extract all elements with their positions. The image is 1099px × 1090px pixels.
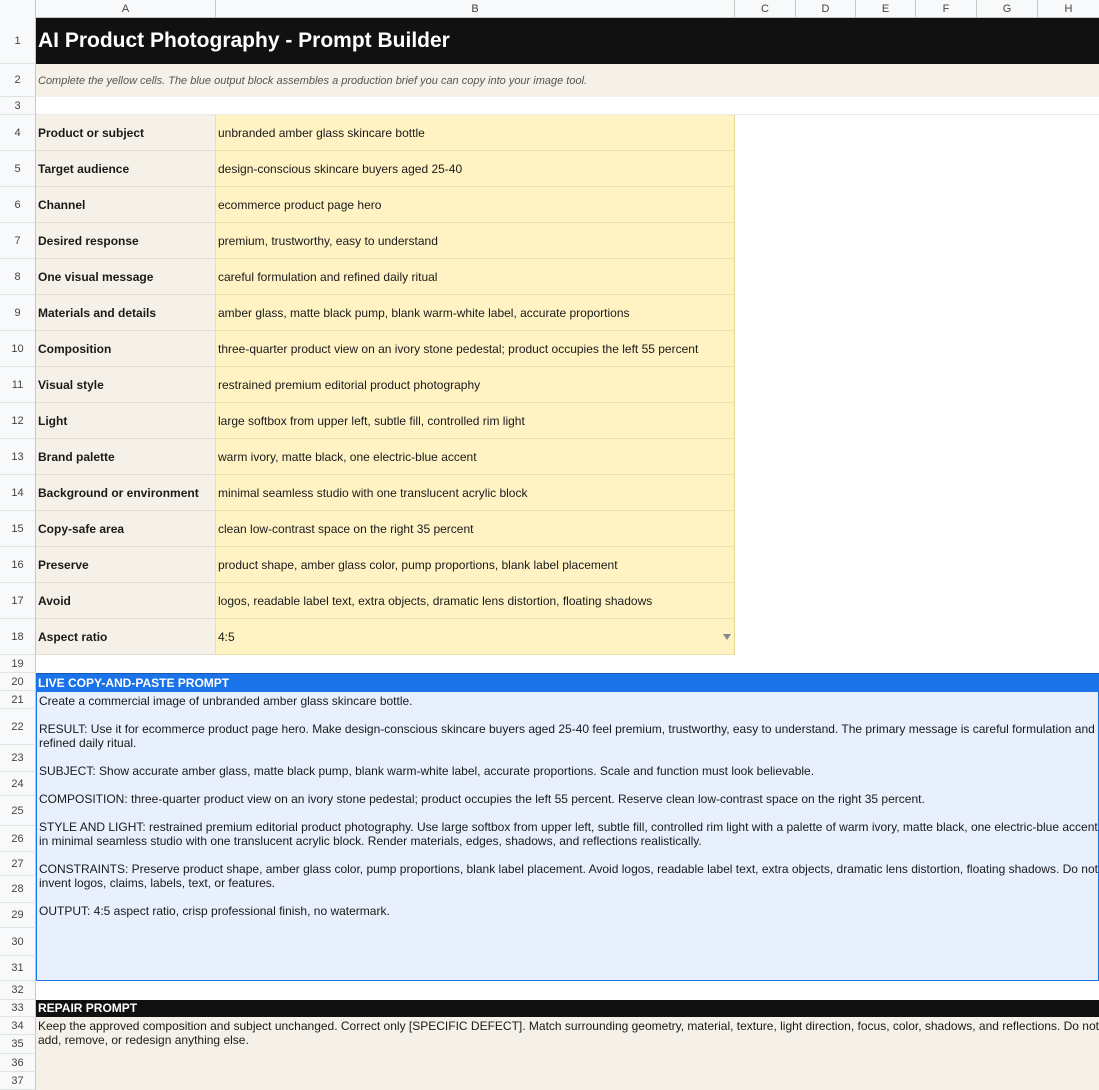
field-input[interactable]: restrained premium editorial product photography xyxy=(216,367,735,403)
page-title: AI Product Photography - Prompt Builder xyxy=(36,18,1099,64)
row-header[interactable]: 27 xyxy=(0,852,36,876)
field-label: One visual message xyxy=(36,259,216,295)
column-header-h[interactable]: H xyxy=(1064,3,1073,15)
row-header[interactable]: 37 xyxy=(0,1072,36,1090)
field-label: Target audience xyxy=(36,151,216,187)
row-header[interactable]: 35 xyxy=(0,1035,36,1054)
row-header[interactable]: 34 xyxy=(0,1017,36,1035)
field-input[interactable]: design-conscious skincare buyers aged 25-40 xyxy=(216,151,735,187)
column-header-f[interactable]: F xyxy=(916,0,977,18)
column-header-g[interactable]: G xyxy=(977,0,1038,18)
field-label: Avoid xyxy=(36,583,216,619)
row-header[interactable]: 36 xyxy=(0,1054,36,1072)
field-input[interactable]: warm ivory, matte black, one electric-blue accent xyxy=(216,439,735,475)
field-input[interactable]: unbranded amber glass skincare bottle xyxy=(216,115,735,151)
row-header[interactable]: 6 xyxy=(0,187,36,223)
aspect-ratio-dropdown[interactable] xyxy=(216,619,735,655)
repair-prompt-header: REPAIR PROMPT xyxy=(36,1000,1099,1017)
field-input[interactable]: product shape, amber glass color, pump proportions, blank label placement xyxy=(216,547,735,583)
live-prompt-header: LIVE COPY-AND-PASTE PROMPT xyxy=(36,673,1099,691)
row-header[interactable]: 14 xyxy=(0,475,36,511)
field-label: Visual style xyxy=(36,367,216,403)
row-header[interactable]: 33 xyxy=(0,1000,36,1017)
field-input[interactable]: ecommerce product page hero xyxy=(216,187,735,223)
row-header[interactable]: 10 xyxy=(0,331,36,367)
row-header[interactable]: 9 xyxy=(0,295,36,331)
row-header[interactable]: 30 xyxy=(0,928,36,956)
select-all-corner[interactable] xyxy=(0,0,36,18)
dropdown-arrow-icon[interactable] xyxy=(723,634,731,640)
field-input[interactable]: premium, trustworthy, easy to understand xyxy=(216,223,735,259)
row-header[interactable]: 26 xyxy=(0,826,36,852)
row-header[interactable]: 31 xyxy=(0,956,36,981)
field-label: Aspect ratio xyxy=(36,619,216,655)
field-input[interactable]: clean low-contrast space on the right 35 percent xyxy=(216,511,735,547)
row-header[interactable]: 2 xyxy=(0,64,36,97)
field-input[interactable]: large softbox from upper left, subtle fill, controlled rim light xyxy=(216,403,735,439)
field-input[interactable]: logos, readable label text, extra objects, dramatic lens distortion, floating shadows xyxy=(216,583,735,619)
repair-prompt-text[interactable]: Keep the approved composition and subject unchanged. Correct only [SPECIFIC DEFECT]. Match surrounding geometry, material, texture, light direction, focus, color, shadows, and reflections. Do not add, remove, or redesign anything else. xyxy=(36,1017,1099,1090)
field-label: Product or subject xyxy=(36,115,216,151)
field-label: Composition xyxy=(36,331,216,367)
field-label: Channel xyxy=(36,187,216,223)
column-header-a[interactable]: A xyxy=(36,0,216,18)
row-header[interactable]: 12 xyxy=(0,403,36,439)
row-header[interactable]: 15 xyxy=(0,511,36,547)
field-input[interactable]: amber glass, matte black pump, blank warm-white label, accurate proportions xyxy=(216,295,735,331)
field-input[interactable]: careful formulation and refined daily ritual xyxy=(216,259,735,295)
row-header[interactable]: 24 xyxy=(0,772,36,796)
field-label: Light xyxy=(36,403,216,439)
row-header[interactable]: 17 xyxy=(0,583,36,619)
instructions-text: Complete the yellow cells. The blue output block assembles a production brief you can copy into your image tool. xyxy=(36,64,1099,97)
field-label: Materials and details xyxy=(36,295,216,331)
row-header[interactable]: 7 xyxy=(0,223,36,259)
row-header[interactable]: 21 xyxy=(0,691,36,709)
row-header[interactable]: 5 xyxy=(0,151,36,187)
field-label: Brand palette xyxy=(36,439,216,475)
column-header-d[interactable]: D xyxy=(796,0,856,18)
column-header-bar xyxy=(0,0,1099,18)
row-header[interactable]: 19 xyxy=(0,655,36,673)
row-header[interactable]: 1 xyxy=(0,18,36,64)
row-header[interactable]: 23 xyxy=(0,745,36,772)
row-header[interactable]: 4 xyxy=(0,115,36,151)
column-header-c[interactable]: C xyxy=(735,0,796,18)
aspect-ratio-value: 4:5 xyxy=(218,629,235,644)
row-header[interactable]: 32 xyxy=(0,981,36,1000)
live-prompt-output[interactable]: Create a commercial image of unbranded amber glass skincare bottle. RESULT: Use it for ecommerce product page hero. Make design-conscious skincare buyers aged 25-40 feel premium, trustworthy, easy to understand. The primary message is careful formulation and refined daily ritual. SUBJECT: Show accurate amber glass, matte black pump, blank warm-white label, accurate proportions. Scale and function must look believable. COMPOSITION: three-quarter product view on an ivory stone pedestal; product occupies the left 55 percent. Reserve clean low-contrast space on the right 35 percent. STYLE AND LIGHT: restrained premium editorial product photography. Use large softbox from upper left, subtle fill, controlled rim light with a palette of warm ivory, matte black, one electric-blue accent in minimal seamless studio with one translucent acrylic block. Render materials, edges, shadows, and reflections realistically. CONSTRAINTS: Preserve product shape, amber glass color, pump proportions, blank label placement. Avoid logos, readable label text, extra objects, dramatic lens distortion, floating shadows. Do not invent logos, claims, labels, text, or features. OUTPUT: 4:5 aspect ratio, crisp professional finish, no watermark. xyxy=(36,691,1099,981)
field-label: Desired response xyxy=(36,223,216,259)
field-input[interactable]: three-quarter product view on an ivory stone pedestal; product occupies the left 55 percent xyxy=(216,331,735,367)
row-header[interactable]: 29 xyxy=(0,903,36,928)
row-header[interactable]: 22 xyxy=(0,709,36,745)
row-header[interactable]: 3 xyxy=(0,97,36,115)
column-header-e[interactable]: E xyxy=(856,0,916,18)
blank-row xyxy=(36,97,1099,115)
column-header-b[interactable]: B xyxy=(216,0,735,18)
row-header[interactable]: 13 xyxy=(0,439,36,475)
field-label: Preserve xyxy=(36,547,216,583)
field-label: Background or environment xyxy=(36,475,216,511)
field-label: Copy-safe area xyxy=(36,511,216,547)
field-input[interactable]: minimal seamless studio with one translucent acrylic block xyxy=(216,475,735,511)
row-header[interactable]: 20 xyxy=(0,673,36,691)
row-header[interactable]: 11 xyxy=(0,367,36,403)
row-header[interactable]: 16 xyxy=(0,547,36,583)
row-header[interactable]: 25 xyxy=(0,796,36,826)
row-header[interactable]: 8 xyxy=(0,259,36,295)
row-header[interactable]: 18 xyxy=(0,619,36,655)
row-header[interactable]: 28 xyxy=(0,876,36,903)
